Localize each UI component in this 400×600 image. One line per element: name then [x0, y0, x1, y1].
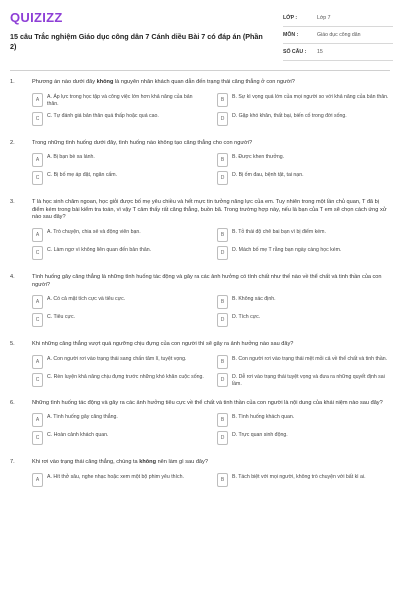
- worksheet-title: 15 câu Trắc nghiệm Giáo dục công dân 7 Cánh diều Bài 7 có đáp án (Phần 2): [10, 32, 263, 51]
- option-text: A. Hít thở sâu, nghe nhạc hoặc xem một bộ phim yêu thích.: [47, 473, 184, 480]
- question-text-part: Khi rơi vào trạng thái căng thẳng, chúng ta: [32, 459, 140, 466]
- answer-options: [32, 93, 390, 126]
- option-text: B. Con người rơi vào trạng thái mệt mỏi cả về thể chất và tinh thần.: [232, 355, 388, 362]
- question-emphasis: không: [139, 459, 157, 466]
- header: [0, 0, 400, 64]
- option-text: C. Hoàn cảnh khách quan.: [47, 432, 109, 439]
- option-text: C. Tiêu cực.: [47, 314, 75, 321]
- answer-option[interactable]: [217, 93, 390, 108]
- option-letter-box: C: [32, 373, 43, 387]
- question-number: 2.: [10, 139, 15, 146]
- answer-option[interactable]: [217, 431, 390, 445]
- meta-value: Giáo dục công dân: [317, 32, 361, 38]
- option-letter-box: A: [32, 473, 43, 487]
- option-letter-box: B: [217, 295, 228, 309]
- option-text: D. Mách bố mẹ T rằng bạn ngày càng học kém.: [232, 246, 342, 253]
- option-letter-box: D: [217, 112, 228, 126]
- option-text: D. Gặp khó khăn, thất bại, biến cố trong đời sống.: [232, 112, 347, 119]
- answer-options: [32, 473, 390, 487]
- option-letter-box: D: [217, 431, 228, 445]
- answer-option[interactable]: [32, 313, 205, 327]
- answer-option[interactable]: [217, 112, 390, 126]
- answer-option[interactable]: [32, 153, 205, 167]
- answer-option[interactable]: [32, 431, 205, 445]
- answer-option[interactable]: [217, 246, 390, 260]
- question-text-part: Phương án nào dưới đây: [32, 79, 97, 85]
- question-header: [10, 199, 390, 222]
- question-header: [10, 140, 390, 148]
- option-letter-box: B: [217, 93, 228, 107]
- option-letter-box: C: [32, 313, 43, 327]
- answer-options: [32, 153, 390, 185]
- meta-row-subject: [283, 27, 393, 44]
- option-text: A. Áp lực trong học tập và công việc lớn hơn khả năng của bản thân.: [47, 93, 193, 107]
- answer-options: [32, 355, 390, 388]
- answer-options: [32, 228, 390, 260]
- quizizz-logo: QUIZIZZ: [10, 10, 63, 25]
- question-item: [10, 459, 390, 487]
- option-text: A. Trò chuyện, chia sẻ và động viên bạn.: [47, 228, 141, 235]
- answer-option[interactable]: [217, 171, 390, 185]
- option-letter-box: B: [217, 413, 228, 427]
- option-letter-box: A: [32, 153, 43, 167]
- option-letter-box: D: [217, 171, 228, 185]
- answer-option[interactable]: [217, 153, 390, 167]
- option-letter-box: A: [32, 228, 43, 242]
- question-text: [32, 341, 390, 349]
- answer-option[interactable]: [217, 373, 390, 388]
- meta-value: 15: [317, 49, 323, 55]
- option-letter-box: C: [32, 431, 43, 445]
- question-header: [10, 400, 390, 408]
- answer-option[interactable]: [32, 373, 205, 388]
- option-letter-box: C: [32, 246, 43, 260]
- question-text: [32, 274, 390, 289]
- meta-label: MÔN :: [283, 32, 299, 38]
- answer-option[interactable]: [32, 355, 205, 369]
- option-text: D. Bị ốm đau, bệnh tật, tai nạn.: [232, 172, 304, 179]
- meta-row-class: [283, 10, 393, 27]
- answer-option[interactable]: [217, 355, 390, 369]
- answer-option[interactable]: [32, 171, 205, 185]
- question-text-part: T là học sinh chăm ngoan, học giỏi được bố mẹ yêu chiều và hết mực tin tưởng năng lực của em. Tuy nhiên trong một lần chủ quan, T đã bị điểm kém trong bài kiểm tra toán, vì vậy T cảm thấy rất căng thẳng, buồn bã. Trong trường hợp này, nếu là bạn của T em sẽ chọn cách ứng xử nào sau đây?: [32, 199, 387, 221]
- answer-option[interactable]: [217, 313, 390, 327]
- header-divider: [10, 70, 390, 71]
- answer-option[interactable]: [32, 295, 205, 309]
- question-number: 3.: [10, 199, 15, 206]
- option-text: C. Tự đánh giá bản thân quá thấp hoặc quá cao.: [47, 112, 159, 119]
- question-list: [10, 79, 390, 487]
- answer-option[interactable]: [217, 413, 390, 427]
- option-letter-box: B: [217, 355, 228, 369]
- option-text: B. Tình huống khách quan.: [232, 414, 295, 421]
- question-text-part: là nguyên nhân khách quan dẫn đến trạng thái căng thẳng ở con người?: [113, 79, 295, 85]
- question-number: 6.: [10, 399, 15, 406]
- option-text: A. Bị bạn bè xa lánh.: [47, 154, 95, 161]
- option-letter-box: A: [32, 355, 43, 369]
- option-text: D. Trực quan sinh động.: [232, 432, 288, 439]
- question-item: [10, 140, 390, 186]
- option-letter-box: B: [217, 473, 228, 487]
- option-text: C. Bị bố mẹ áp đặt, ngăn cấm.: [47, 172, 118, 179]
- option-text: A. Con người rơi vào trạng thái sang chấn tâm lí, tuyệt vọng.: [47, 355, 187, 362]
- option-text: A. Có cả mặt tích cực và tiêu cực.: [47, 296, 126, 303]
- answer-options: [32, 413, 390, 445]
- question-number: 1.: [10, 79, 15, 85]
- option-letter-box: B: [217, 153, 228, 167]
- option-letter-box: A: [32, 93, 43, 107]
- question-item: [10, 79, 390, 126]
- question-text: [32, 140, 390, 148]
- option-text: B. Tỏ thái độ chê bai bạn vì bị điểm kém.: [232, 228, 326, 235]
- option-text: C. Làm ngơ vì không liên quan đến bản thân.: [47, 246, 152, 253]
- answer-option[interactable]: [32, 246, 205, 260]
- question-text-part: Tình huống gây căng thẳng là những tình huống tác động và gây ra các ảnh hưởng có tính chất như thế nào về thể chất và tinh thần của con người?: [32, 273, 382, 288]
- question-text-part: Trong những tình huống dưới đây, tình huống nào không tạo căng thẳng cho con người?: [32, 139, 253, 146]
- option-letter-box: A: [32, 413, 43, 427]
- option-text: D. Tích cực.: [232, 314, 261, 321]
- answer-option[interactable]: [217, 473, 390, 487]
- question-emphasis: không: [96, 79, 114, 85]
- question-item: [10, 400, 390, 446]
- option-letter-box: C: [32, 171, 43, 185]
- option-letter-box: D: [217, 246, 228, 260]
- option-text: B. Được khen thưởng.: [232, 154, 285, 161]
- question-number: 5.: [10, 341, 15, 348]
- question-text: [32, 400, 390, 408]
- answer-option[interactable]: [32, 93, 205, 108]
- option-letter-box: D: [217, 373, 228, 387]
- option-text: B. Sự kì vọng quá lớn của mọi người so với khả năng của bản thân.: [232, 93, 389, 100]
- option-text: C. Rèn luyện khả năng chịu đựng trước những khó khăn cuộc sống.: [47, 373, 204, 380]
- question-text: [32, 459, 390, 467]
- question-header: [10, 459, 390, 467]
- question-number: 4.: [10, 273, 15, 280]
- question-text: [32, 79, 390, 87]
- option-text: A. Tình huống gây căng thẳng.: [47, 414, 118, 421]
- answer-options: [32, 295, 390, 327]
- question-item: [10, 199, 390, 260]
- question-text-part: Khi những căng thẳng vượt quá ngưỡng chịu đựng của con người thì sẽ gây ra ảnh hưởng nào sau đây?: [32, 341, 294, 348]
- option-letter-box: B: [217, 228, 228, 242]
- meta-value: Lớp 7: [317, 15, 331, 21]
- option-text: B. Tách biệt với mọi người, không trò chuyện với bất kì ai.: [232, 473, 366, 480]
- option-letter-box: D: [217, 313, 228, 327]
- question-item: [10, 274, 390, 327]
- question-header: [10, 79, 390, 87]
- answer-option[interactable]: [32, 413, 205, 427]
- question-text: [32, 199, 390, 222]
- question-number: 7.: [10, 459, 15, 466]
- question-text-part: Những tình huống tác động và gây ra các ảnh hưởng tiêu cực về thể chất và tinh thần của con người là nội dung của khái niệm nào sau đây?: [32, 399, 383, 406]
- meta-label: SỐ CÂU :: [283, 49, 307, 55]
- question-header: [10, 274, 390, 289]
- meta-row-count: [283, 44, 393, 61]
- answer-option[interactable]: [32, 228, 205, 242]
- question-header: [10, 341, 390, 349]
- answer-option[interactable]: [217, 228, 390, 242]
- option-letter-box: A: [32, 295, 43, 309]
- answer-option[interactable]: [32, 473, 205, 487]
- answer-option[interactable]: [32, 112, 205, 126]
- meta-table: [283, 10, 393, 61]
- option-text: D. Dễ rơi vào trạng thái tuyệt vọng và đưa ra những quyết định sai lầm.: [232, 373, 385, 387]
- option-text: B. Không xác định.: [232, 296, 276, 303]
- meta-label: LỚP :: [283, 15, 298, 21]
- question-item: [10, 341, 390, 388]
- option-letter-box: C: [32, 112, 43, 126]
- question-text-part: nên làm gì sau đây?: [156, 459, 208, 466]
- answer-option[interactable]: [217, 295, 390, 309]
